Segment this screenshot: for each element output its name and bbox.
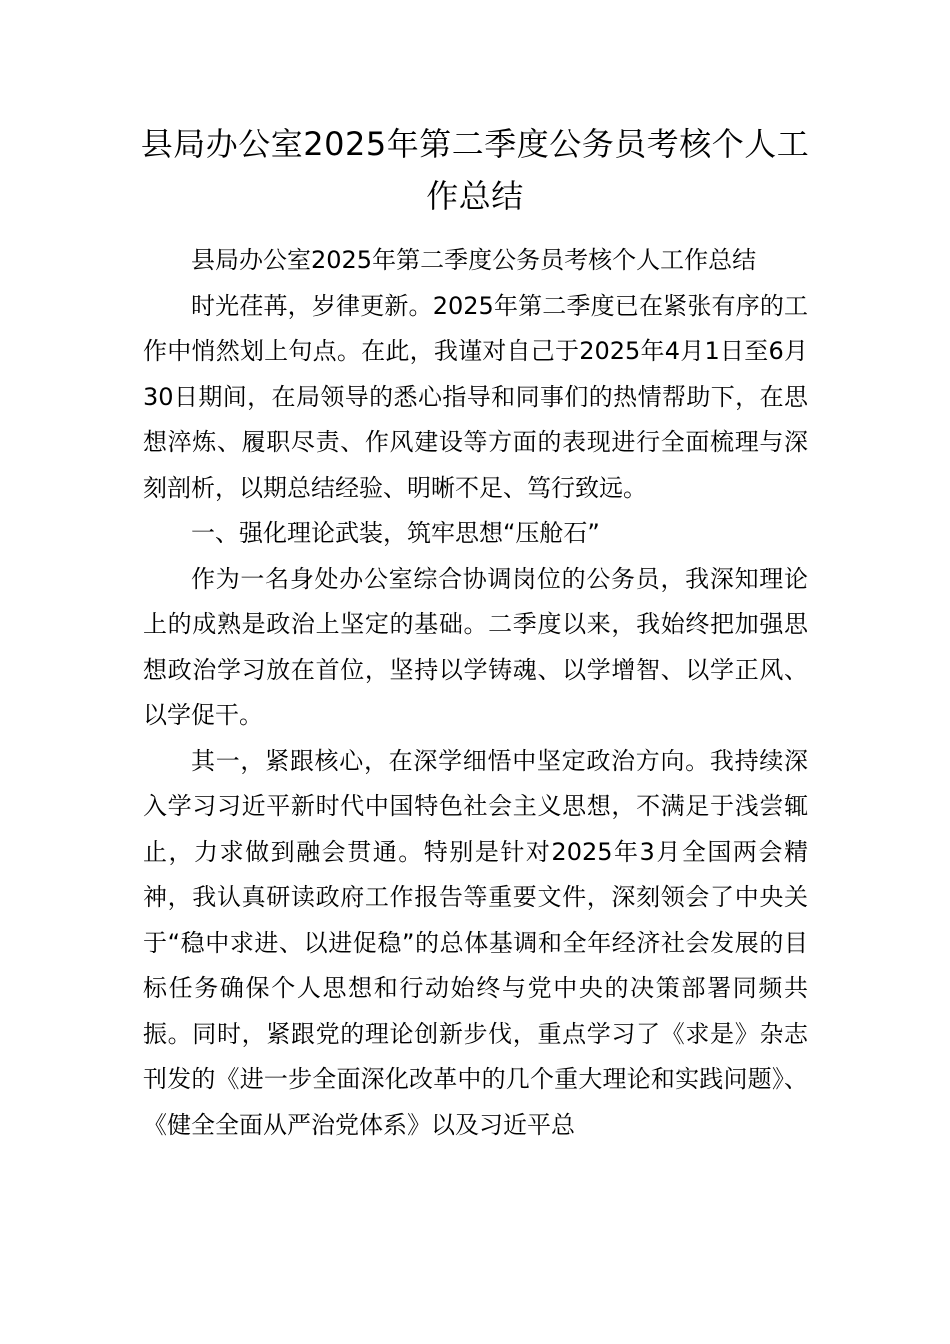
- paragraph-section-1-intro: 作为一名身处办公室综合协调岗位的公务员，我深知理论上的成熟是政治上坚定的基础。二季度以来，我始终把加强思想政治学习放在首位，坚持以学铸魂、以学增智、以学正风、以学促干。: [143, 564, 808, 729]
- document-body: [143, 238, 808, 1148]
- document-title: 县局办公室2025年第二季度公务员考核个人工作总结: [140, 125, 810, 215]
- section-heading-1: 一、强化理论武装，筑牢思想“压舱石”: [191, 519, 600, 547]
- paragraph-section-1-point-1: 其一，紧跟核心，在深学细悟中坚定政治方向。我持续深入学习习近平新时代中国特色社会主义思想，不满足于浅尝辄止，力求做到融会贯通。特别是针对2025年3月全国两会精神，我认真研读政府工作报告等重要文件，深刻领会了中央关于“稳中求进、以进促稳”的总体基调和全年经济社会发展的目标任务确保个人思想和行动始终与党中央的决策部署同频共振。同时，紧跟党的理论创新步伐，重点学习了《求是》杂志刊发的《进一步全面深化改革中的几个重大理论和实践问题》、《健全全面从严治党体系》以及习近平总: [143, 746, 808, 1139]
- paragraph-subtitle: 县局办公室2025年第二季度公务员考核个人工作总结: [191, 246, 757, 274]
- paragraph-intro: 时光荏苒，岁律更新。2025年第二季度已在紧张有序的工作中悄然划上句点。在此，我谨对自己于2025年4月1日至6月30日期间，在局领导的悉心指导和同事们的热情帮助下，在思想淬炼、履职尽责、作风建设等方面的表现进行全面梳理与深刻剖析，以期总结经验、明晰不足、笃行致远。: [143, 291, 808, 502]
